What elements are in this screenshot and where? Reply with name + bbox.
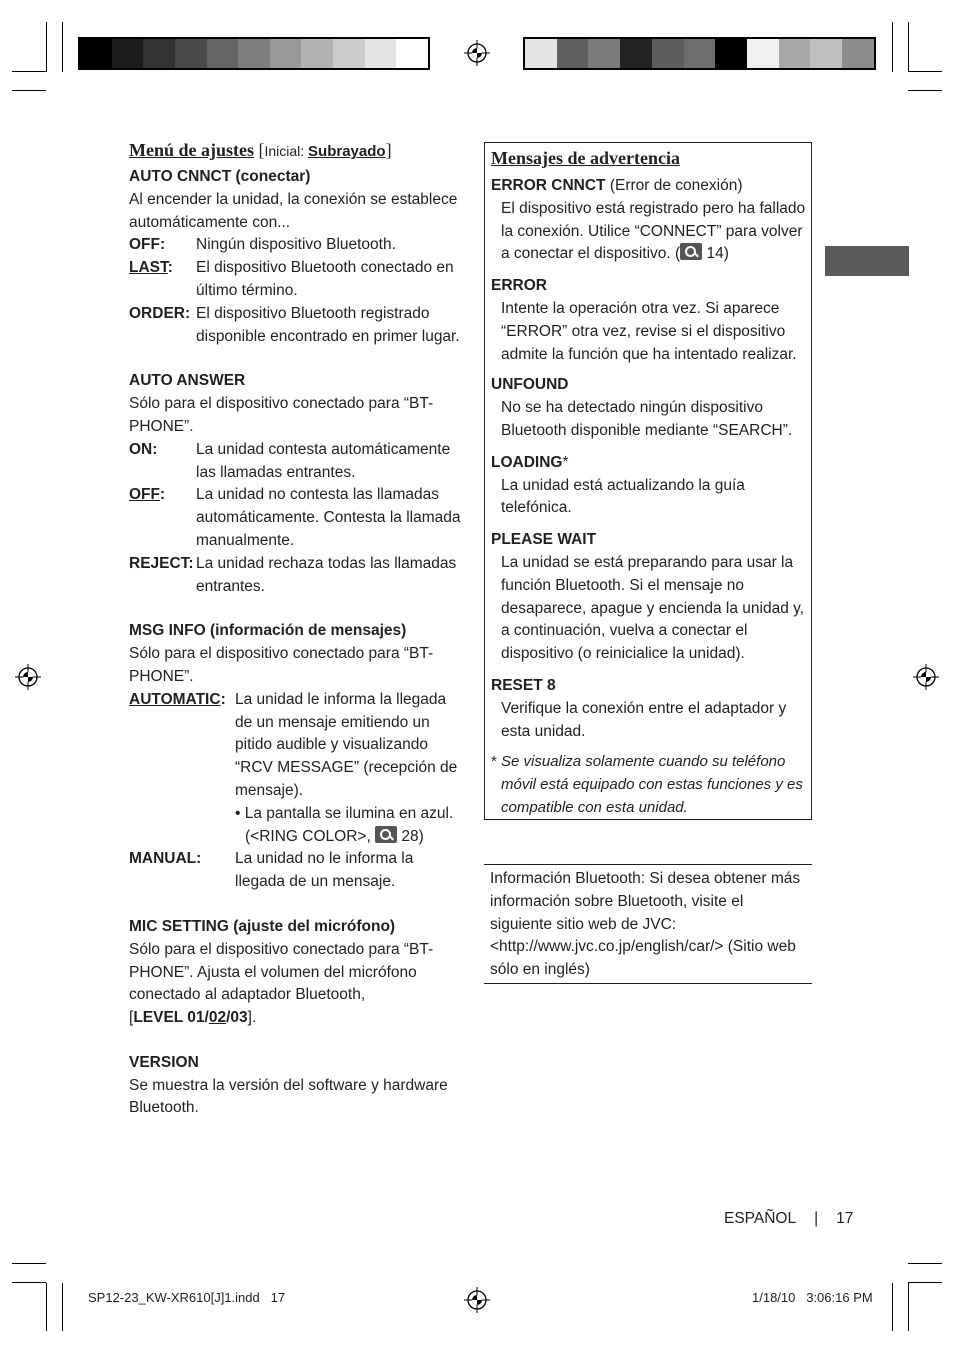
- auto-cnnct-title: AUTO CNNCT (conectar): [129, 168, 311, 185]
- warning-desc: No se ha detectado ningún dispositivo Bluetooth disponible mediante “SEARCH”.: [501, 399, 793, 439]
- warning-code: LOADING: [491, 453, 563, 471]
- page-footer: [724, 1208, 853, 1230]
- file-slug: SP12-23_KW-XR610[J]1.indd 17: [88, 1290, 286, 1305]
- crop-mark: [12, 71, 46, 72]
- crop-mark: [12, 1263, 46, 1264]
- crop-mark: [46, 22, 47, 72]
- crop-mark: [892, 22, 893, 72]
- color-swatch: [301, 39, 333, 68]
- mic-setting-title: MIC SETTING (ajuste del micrófono): [129, 917, 396, 935]
- warning-code: UNFOUND: [491, 376, 569, 394]
- option-term: REJECT:: [129, 554, 194, 572]
- warning-desc: El dispositivo está registrado pero ha fallado la conexión. Utilice “CONNECT” para volver a conectar el dispositivo. (: [501, 199, 806, 263]
- footnote: [491, 751, 809, 819]
- warnings-heading: Mensajes de advertencia: [491, 148, 680, 168]
- color-swatch: [779, 39, 811, 68]
- option-text: La unidad le informa la llegada de un mensaje emitiendo un pitido audible y visualizando “RCV MESSAGE” (recepción de mensaje).: [235, 690, 458, 799]
- language-tab: [825, 246, 909, 276]
- warning-text: [491, 198, 809, 266]
- colon: :: [160, 486, 166, 504]
- ref-page: 14): [702, 245, 729, 263]
- ref-page: 28): [397, 827, 424, 845]
- crop-mark: [908, 1263, 942, 1264]
- color-swatch: [684, 39, 716, 68]
- option-text: El dispositivo Bluetooth registrado disponible encontrado en primer lugar.: [196, 304, 460, 345]
- page-number: 17: [836, 1210, 854, 1227]
- auto-answer-desc: Sólo para el dispositivo conectado para “BT-PHONE”.: [129, 395, 434, 435]
- warnings-box: [484, 142, 812, 820]
- color-swatch: [842, 39, 874, 68]
- option-text: La unidad no le informa la llegada de un mensaje.: [235, 850, 414, 891]
- option-term: OFF: [129, 486, 160, 504]
- option-term: MANUAL:: [129, 850, 202, 868]
- crop-mark: [908, 90, 942, 91]
- magnifier-ref-icon: [680, 243, 702, 260]
- warning-code: RESET 8: [491, 676, 556, 694]
- footnote-marker: *: [491, 753, 497, 771]
- option-row: [129, 303, 463, 349]
- warning-desc: Intente la operación otra vez. Si aparece “ERROR” otra vez, revise si el dispositivo admite la función que ha intentado realizar.: [501, 299, 797, 363]
- option-row: [129, 257, 463, 303]
- color-swatch: [588, 39, 620, 68]
- crop-mark: [908, 22, 909, 72]
- bluetooth-info-text: Información Bluetooth: Si desea obtener más información sobre Bluetooth, visite el siguiente sitio web de JVC: <http://www.jvc.co.jp/english/car/> (Sitio web sólo en inglés): [490, 870, 801, 979]
- auto-cnnct-desc: Al encender la unidad, la conexión se establece automáticamente con...: [129, 190, 458, 231]
- option-text: La unidad no contesta las llamadas automáticamente. Contesta la llamada manualmente.: [196, 486, 461, 549]
- color-swatch: [747, 39, 779, 68]
- color-swatch: [175, 39, 207, 68]
- bracket: [: [129, 1009, 134, 1027]
- version-desc: Se muestra la versión del software y hardware Bluetooth.: [129, 1076, 448, 1117]
- option-term: OFF:: [129, 236, 166, 254]
- footnote-marker: *: [562, 453, 569, 471]
- version-title: VERSION: [129, 1053, 199, 1071]
- option-text: La unidad rechaza todas las llamadas entrantes.: [196, 554, 457, 595]
- bracket: [: [258, 140, 265, 160]
- footnote-text: Se visualiza solamente cuando su teléfono móvil está equipado con estas funciones y es compatible con esta unidad.: [501, 753, 803, 816]
- colon: :: [220, 690, 226, 708]
- crop-mark: [908, 1282, 942, 1283]
- color-swatch: [238, 39, 270, 68]
- warning-code: PLEASE WAIT: [491, 531, 597, 549]
- mic-levels: [129, 1007, 463, 1030]
- bracket: ]: [385, 140, 392, 160]
- option-row: [129, 848, 463, 894]
- crop-mark: [46, 1283, 47, 1331]
- warning-desc: La unidad se está preparando para usar la función Bluetooth. Si el mensaje no desaparece, apague y encienda la unidad y, a continuación, vuelva a conectar el dispositivo (o reinicialice la unidad).: [501, 553, 805, 663]
- color-swatch: [396, 39, 428, 68]
- option-term: AUTOMATIC: [129, 690, 221, 708]
- section-heading: [129, 138, 463, 164]
- initial-label: Inicial:: [264, 143, 309, 159]
- option-row: [129, 553, 463, 599]
- mic-setting-desc: Sólo para el dispositivo conectado para “BT-PHONE”. Ajusta el volumen del micrófono conectado al adaptador Bluetooth,: [129, 940, 434, 1004]
- option-text: El dispositivo Bluetooth conectado en último término.: [196, 259, 454, 299]
- crop-mark: [12, 1282, 46, 1283]
- registration-mark-icon: [15, 664, 41, 690]
- level-option-default: 02: [208, 1009, 227, 1027]
- color-swatch: [207, 39, 239, 68]
- language-label: ESPAÑOL: [724, 1210, 797, 1227]
- crop-mark: [62, 1283, 63, 1331]
- warning-code: ERROR CNNCT: [491, 177, 606, 194]
- page-title: Menú de ajustes: [129, 140, 254, 160]
- crop-mark: [908, 71, 942, 72]
- warning-title: [491, 175, 809, 198]
- option-term: ORDER:: [129, 304, 191, 322]
- warning-desc: Verifique la conexión entre el adaptador y esta unidad.: [501, 699, 787, 740]
- option-row: [129, 689, 463, 849]
- level-option: /03: [226, 1009, 248, 1027]
- color-swatch: [112, 39, 144, 68]
- colon: :: [167, 259, 173, 277]
- crop-mark: [908, 1283, 909, 1331]
- bluetooth-info-box: [484, 864, 812, 984]
- registration-mark-icon: [913, 664, 939, 690]
- option-text: Ningún dispositivo Bluetooth.: [196, 236, 396, 254]
- color-swatch: [525, 39, 557, 68]
- color-swatch: [80, 39, 112, 68]
- magnifier-ref-icon: [375, 826, 397, 843]
- option-row: [129, 234, 463, 257]
- color-swatch: [715, 39, 747, 68]
- color-bar-left: [78, 37, 430, 70]
- bullet-text: • La pantalla se ilumina en azul.: [235, 804, 454, 822]
- auto-answer-title: AUTO ANSWER: [129, 372, 246, 390]
- color-swatch: [810, 39, 842, 68]
- crop-mark: [892, 1283, 893, 1331]
- option-term: LAST: [129, 259, 168, 277]
- bracket: ].: [247, 1009, 257, 1027]
- warning-desc: La unidad está actualizando la guía telefónica.: [501, 476, 745, 517]
- color-swatch: [365, 39, 397, 68]
- color-swatch: [620, 39, 652, 68]
- underline-label: Subrayado: [308, 143, 386, 160]
- option-term: ON:: [129, 440, 158, 458]
- crop-mark: [62, 22, 63, 72]
- msg-info-desc: Sólo para el dispositivo conectado para “BT-PHONE”.: [129, 645, 434, 685]
- msg-info-title: MSG INFO (información de mensajes): [129, 622, 407, 640]
- warning-code: ERROR: [491, 277, 547, 295]
- ref-prefix: (<RING COLOR>,: [245, 827, 376, 845]
- color-swatch: [270, 39, 302, 68]
- color-swatch: [652, 39, 684, 68]
- settings-menu-column: [129, 138, 463, 1120]
- option-row: [129, 439, 463, 485]
- warning-subtitle: (Error de conexión): [605, 177, 743, 194]
- warning-title: [491, 452, 809, 475]
- crop-mark: [12, 90, 46, 91]
- timestamp: 1/18/10 3:06:16 PM: [752, 1290, 873, 1305]
- color-swatch: [333, 39, 365, 68]
- separator: |: [814, 1210, 819, 1227]
- color-swatch: [143, 39, 175, 68]
- registration-mark-icon: [464, 1287, 490, 1313]
- level-option: LEVEL 01/: [133, 1009, 209, 1027]
- color-bar-right: [523, 37, 876, 70]
- color-swatch: [557, 39, 589, 68]
- option-text: La unidad contesta automáticamente las llamadas entrantes.: [196, 440, 451, 481]
- option-row: [129, 484, 463, 552]
- registration-mark-icon: [464, 40, 490, 66]
